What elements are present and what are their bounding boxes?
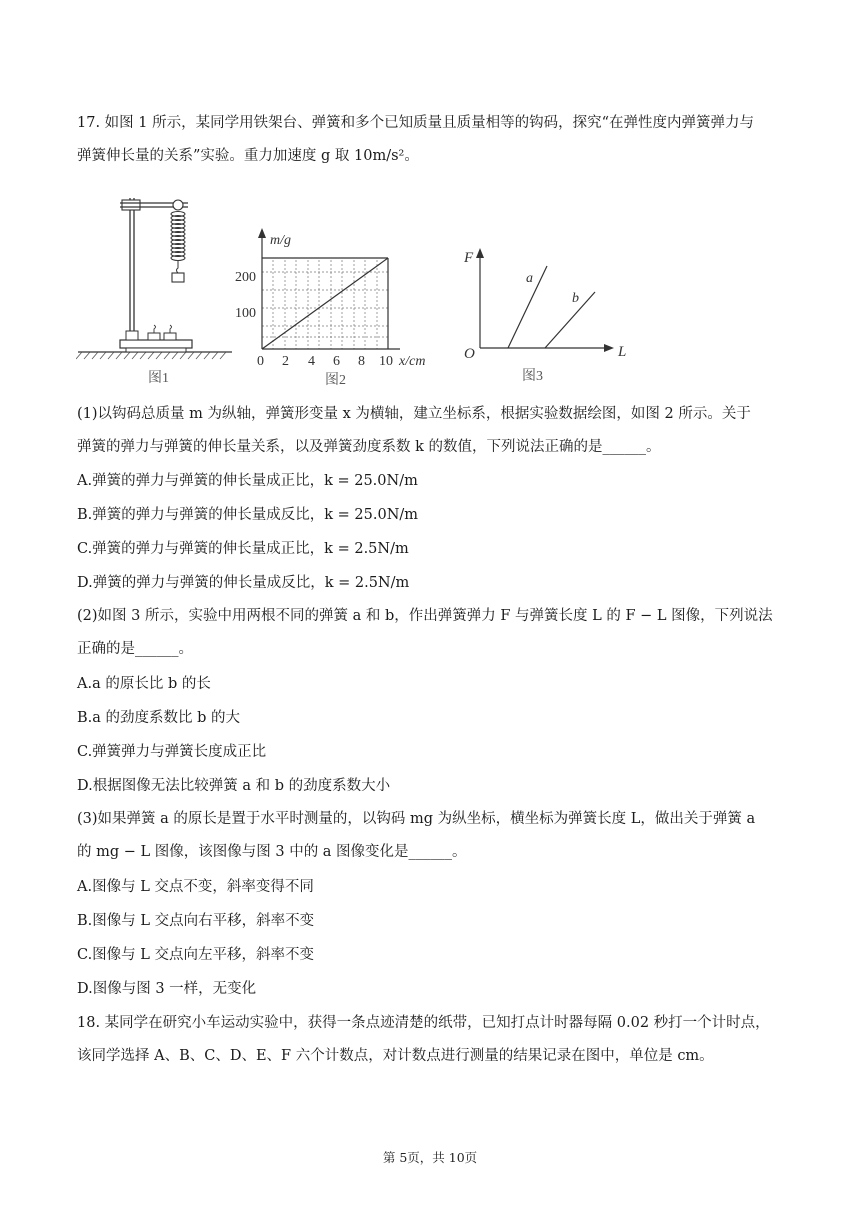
origin-label: O: [464, 346, 475, 362]
iron-stand-diagram: [76, 190, 236, 390]
x-tick-label: 0: [257, 354, 264, 369]
y-axis-label: F: [464, 250, 474, 266]
data-line: [262, 258, 388, 349]
figure-2: [232, 222, 442, 390]
q17-p2-option-a: A.a 的原长比 b 的长: [77, 676, 211, 692]
q17-p3-line1: (3)如果弹簧 a 的原长是置于水平时测量的，以钩码 mg 为纵坐标，横坐标为弹簧长度 L，做出关于弹簧 a: [77, 811, 756, 827]
force-length-graph: [456, 240, 656, 390]
x-tick-label: 10: [379, 354, 393, 369]
q17-p1-line2: 弹簧的弹力与弹簧的伸长量关系，以及弹簧劲度系数 k 的数值，下列说法正确的是______。: [77, 439, 661, 455]
x-tick-label: 2: [282, 354, 289, 369]
y-axis-label: m/g: [270, 233, 291, 248]
x-axis-label: L: [618, 344, 627, 360]
q17-p3-option-a: A.图像与 L 交点不变，斜率变得不同: [77, 879, 314, 895]
q17-p2-option-c: C.弹簧弹力与弹簧长度成正比: [77, 744, 267, 760]
x-axis-label: x/cm: [399, 354, 426, 369]
line-b: [545, 292, 595, 348]
q17-intro-line2: 弹簧伸长量的关系”实验。重力加速度 g 取 10m/s²。: [77, 148, 419, 164]
q17-p1-line1: (1)以钩码总质量 m 为纵轴，弹簧形变量 x 为横轴，建立坐标系，根据实验数据绘图，如图 2 所示。关于: [77, 406, 751, 422]
figure-3: [456, 240, 656, 390]
q17-p1-option-a: A.弹簧的弹力与弹簧的伸长量成正比，k = 25.0N/m: [77, 473, 418, 489]
page-number: 第 5页，共 10页: [382, 1150, 478, 1165]
q17-p2-line2: 正确的是______。: [77, 641, 193, 657]
q18-line1: 18. 某同学在研究小车运动实验中，获得一条点迹清楚的纸带，已知打点计时器每隔 0.02 秒打一个计时点，: [77, 1015, 770, 1031]
q17-p2-option-b: B.a 的劲度系数比 b 的大: [77, 710, 241, 726]
figure-1-caption: 图1: [148, 371, 169, 386]
x-tick-label: 8: [358, 354, 365, 369]
q17-intro-line1: 17. 如图 1 所示，某同学用铁架台、弹簧和多个已知质量且质量相等的钩码，探究“在弹性度内弹簧弹力与: [77, 115, 755, 131]
q18-line2: 该同学选择 A、B、C、D、E、F 六个计数点，对计数点进行测量的结果记录在图中，单位是 cm。: [77, 1048, 714, 1064]
line-a-label: a: [526, 271, 533, 286]
q17-p3-option-b: B.图像与 L 交点向右平移，斜率不变: [77, 913, 315, 929]
figure-1: [76, 190, 236, 390]
line-b-label: b: [572, 291, 579, 306]
q17-p1-option-c: C.弹簧的弹力与弹簧的伸长量成正比，k = 2.5N/m: [77, 541, 409, 557]
q17-p3-option-d: D.图像与图 3 一样，无变化: [77, 981, 257, 997]
mass-extension-graph: [232, 222, 442, 390]
q17-p1-option-d: D.弹簧的弹力与弹簧的伸长量成反比，k = 2.5N/m: [77, 575, 410, 591]
x-tick-label: 6: [333, 354, 340, 369]
q17-p3-option-c: C.图像与 L 交点向左平移，斜率不变: [77, 947, 315, 963]
y-tick-label: 200: [235, 270, 256, 285]
q17-p2-line1: (2)如图 3 所示，实验中用两根不同的弹簧 a 和 b，作出弹簧弹力 F 与弹簧长度 L 的 F − L 图像，下列说法: [77, 608, 773, 624]
x-tick-label: 4: [308, 354, 315, 369]
q17-p3-line2: 的 mg − L 图像，该图像与图 3 中的 a 图像变化是______。: [77, 844, 467, 860]
figure-3-caption: 图3: [522, 369, 543, 384]
q17-p1-option-b: B.弹簧的弹力与弹簧的伸长量成反比，k = 25.0N/m: [77, 507, 419, 523]
figure-2-caption: 图2: [325, 373, 346, 388]
q17-p2-option-d: D.根据图像无法比较弹簧 a 和 b 的劲度系数大小: [77, 778, 391, 794]
y-tick-label: 100: [235, 306, 256, 321]
